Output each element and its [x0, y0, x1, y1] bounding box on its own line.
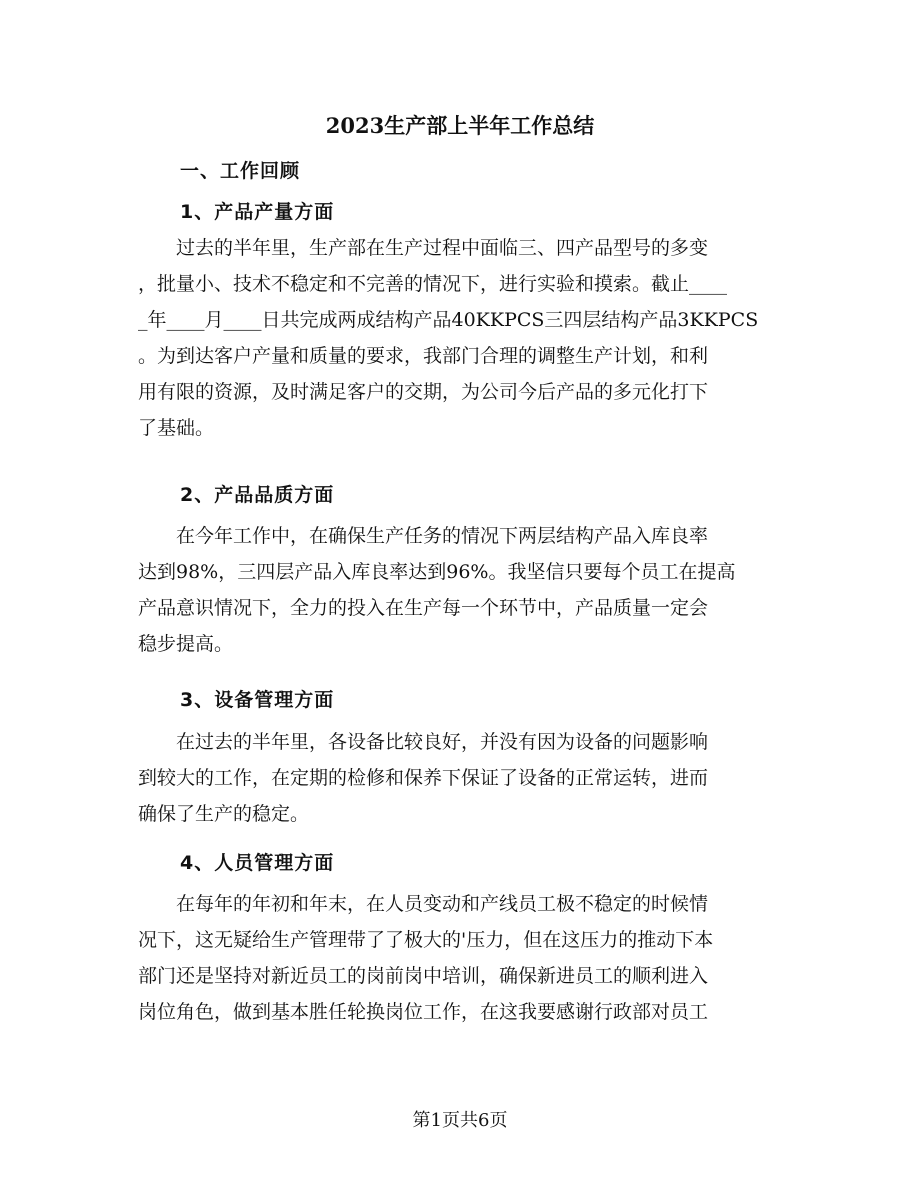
subsection-heading-output: 1、产品产量方面	[180, 201, 335, 223]
paragraph-equipment	[138, 724, 788, 832]
paragraph-line: 产品意识情况下，全力的投入在生产每一个环节中，产品质量一定会	[138, 597, 709, 619]
paragraph-line: 了基础。	[138, 417, 215, 439]
paragraph-line: _年____月____日共完成两成结构产品40KKPCS三四层结构产品3KKPCS	[138, 309, 759, 331]
paragraph-line: 部门还是坚持对新近员工的岗前岗中培训，确保新进员工的顺利进入	[138, 965, 709, 987]
page-number: 第1页共6页	[412, 1110, 508, 1131]
section-heading-review: 一、工作回顾	[180, 160, 301, 182]
paragraph-output	[138, 230, 788, 446]
paragraph-line: 在过去的半年里，各设备比较良好，并没有因为设备的问题影响	[138, 731, 709, 753]
subsection-heading-quality: 2、产品品质方面	[180, 484, 335, 506]
paragraph-line: 达到98%，三四层产品入库良率达到96%。我坚信只要每个员工在提高	[138, 561, 736, 583]
paragraph-line: 在每年的年初和年末，在人员变动和产线员工极不稳定的时候情	[138, 893, 709, 915]
paragraph-line: ，批量小、技术不稳定和不完善的情况下，进行实验和摸索。截止____	[138, 273, 728, 295]
subsection-heading-personnel: 4、人员管理方面	[180, 852, 335, 874]
paragraph-quality	[138, 518, 788, 662]
document-title: 2023生产部上半年工作总结	[325, 113, 595, 138]
paragraph-line: 。为到达客户产量和质量的要求，我部门合理的调整生产计划，和利	[138, 345, 709, 367]
paragraph-line: 岗位角色，做到基本胜任轮换岗位工作，在这我要感谢行政部对员工	[138, 1001, 709, 1023]
paragraph-line: 在今年工作中，在确保生产任务的情况下两层结构产品入库良率	[138, 525, 709, 547]
paragraph-line: 过去的半年里，生产部在生产过程中面临三、四产品型号的多变	[138, 237, 709, 259]
paragraph-personnel	[138, 886, 788, 1030]
paragraph-line: 稳步提高。	[138, 633, 234, 655]
paragraph-line: 用有限的资源，及时满足客户的交期，为公司今后产品的多元化打下	[138, 381, 709, 403]
paragraph-line: 况下，这无疑给生产管理带了了极大的'压力，但在这压力的推动下本	[138, 929, 714, 951]
paragraph-line: 确保了生产的稳定。	[138, 803, 310, 825]
paragraph-line: 到较大的工作，在定期的检修和保养下保证了设备的正常运转，进而	[138, 767, 709, 789]
subsection-heading-equipment: 3、设备管理方面	[180, 689, 335, 711]
